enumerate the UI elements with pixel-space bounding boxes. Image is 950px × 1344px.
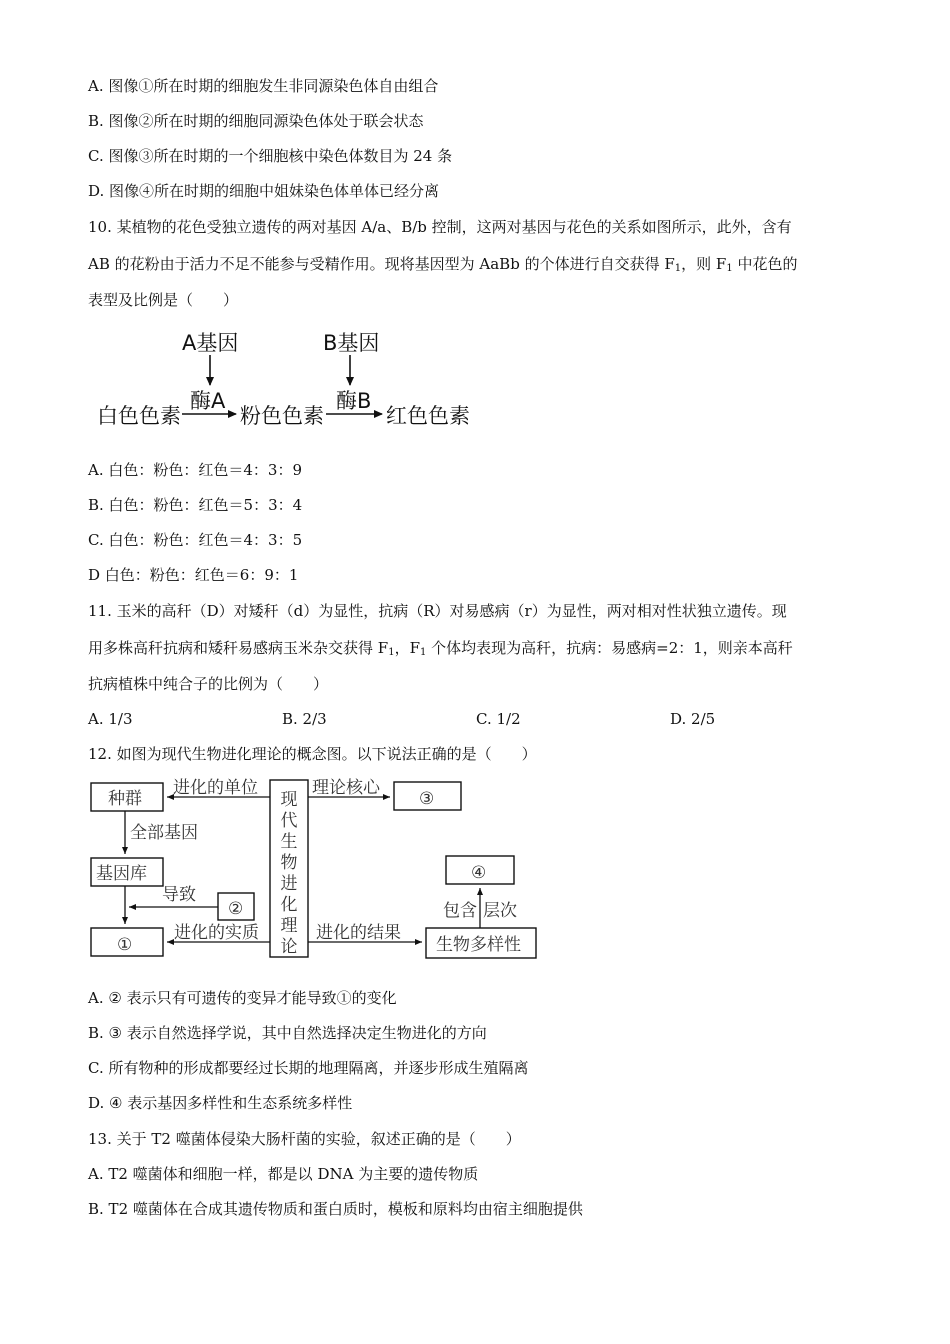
result-label: 进化的结果 <box>316 923 401 943</box>
q9-option-c: C. 图像③所在时期的一个细胞核中染色体数目为 24 条 <box>88 147 453 165</box>
enzyme-b-label: 酶B <box>336 389 372 413</box>
q12-option-d: D. ④ 表示基因多样性和生态系统多样性 <box>88 1094 353 1112</box>
center-char: 理 <box>280 916 298 936</box>
q12-option-c: C. 所有物种的形成都要经过长期的地理隔离，并逐步形成生殖隔离 <box>88 1059 529 1077</box>
white-pigment-label: 白色色素 <box>97 404 181 428</box>
q13-stem: 13. 关于 T2 噬菌体侵染大肠杆菌的实验，叙述正确的是（ ） <box>88 1130 521 1148</box>
gene-pool-label: 基因库 <box>96 864 147 884</box>
q10-option-b: B. 白色：粉色：红色＝5：3：4 <box>88 496 303 514</box>
population-label: 种群 <box>108 789 142 809</box>
pink-pigment-label: 粉色色素 <box>240 404 324 428</box>
center-char: 论 <box>280 937 298 957</box>
unit-label: 进化的单位 <box>173 778 258 798</box>
red-pigment-label: 红色色素 <box>386 404 470 428</box>
lead-to-label: 导致 <box>162 885 196 905</box>
q9-option-d: D. 图像④所在时期的细胞中姐妹染色体单体已经分离 <box>88 182 440 200</box>
q10-stem-line1: 10. 某植物的花色受独立遗传的两对基因 A/a、B/b 控制，这两对基因与花色的关系如图所示，此外，含有 <box>88 218 792 236</box>
q10-option-c: C. 白色：粉色：红色＝4：3：5 <box>88 531 303 549</box>
center-char: 化 <box>280 895 298 915</box>
gene-b-label: B基因 <box>323 331 380 355</box>
q12-option-b: B. ③ 表示自然选择学说，其中自然选择决定生物进化的方向 <box>88 1024 487 1042</box>
q10-option-d: D 白色：粉色：红色＝6：9：1 <box>88 566 299 584</box>
q11-option-d: D. 2/5 <box>670 710 716 728</box>
q11-stem-line1: 11. 玉米的高秆（D）对矮秆（d）为显性，抗病（R）对易感病（r）为显性，两对相对性状独立遗传。现 <box>88 602 787 620</box>
q10-option-a: A. 白色：粉色：红色＝4：3：9 <box>88 461 303 479</box>
gene-a-label: A基因 <box>182 331 239 355</box>
q11-option-a: A. 1/3 <box>88 710 133 728</box>
center-char: 进 <box>280 874 298 894</box>
essence-label: 进化的实质 <box>174 923 259 943</box>
q9-option-b: B. 图像②所在时期的细胞同源染色体处于联会状态 <box>88 112 424 130</box>
enzyme-a-label: 酶A <box>190 389 226 413</box>
q9-option-a: A. 图像①所在时期的细胞发生非同源染色体自由组合 <box>88 77 439 95</box>
center-char: 物 <box>280 853 298 873</box>
q10-stem-line2: AB 的花粉由于活力不足不能参与受精作用。现将基因型为 AaBb 的个体进行自交获得 $F_1$，则 $F_1$ 中花色的 <box>88 255 798 274</box>
q12-option-a: A. ② 表示只有可遗传的变异才能导致①的变化 <box>88 989 397 1007</box>
q13-option-a: A. T2 噬菌体和细胞一样，都是以 DNA 为主要的遗传物质 <box>88 1165 479 1183</box>
circle2-label: ② <box>228 899 244 919</box>
q11-option-c: C. 1/2 <box>476 710 521 728</box>
q11-stem-line2: 用多株高秆抗病和矮秆易感病玉米杂交获得 $F_1$，$F_1$ 个体均表现为高秆，抗病：易感病=2：1，则亲本高秆 <box>88 639 793 658</box>
q12-stem: 12. 如图为现代生物进化理论的概念图。以下说法正确的是（ ） <box>88 745 537 763</box>
q10-stem-line3: 表型及比例是（ ） <box>88 291 239 309</box>
circle3-label: ③ <box>419 789 435 809</box>
core-label: 理论核心 <box>312 778 380 798</box>
center-char: 现 <box>280 790 298 810</box>
circle4-label: ④ <box>471 863 487 883</box>
center-char: 生 <box>280 832 298 852</box>
contain-label: 包含 <box>443 901 477 921</box>
q13-option-b: B. T2 噬菌体在合成其遗传物质和蛋白质时，模板和原料均由宿主细胞提供 <box>88 1200 583 1218</box>
biodiversity-label: 生物多样性 <box>436 935 521 955</box>
circle1-label: ① <box>117 935 133 955</box>
levels-label: 层次 <box>483 901 517 921</box>
q11-stem-line3: 抗病植株中纯合子的比例为（ ） <box>88 675 329 693</box>
center-char: 代 <box>280 811 298 831</box>
all-genes-label: 全部基因 <box>130 823 198 843</box>
q11-option-b: B. 2/3 <box>282 710 327 728</box>
